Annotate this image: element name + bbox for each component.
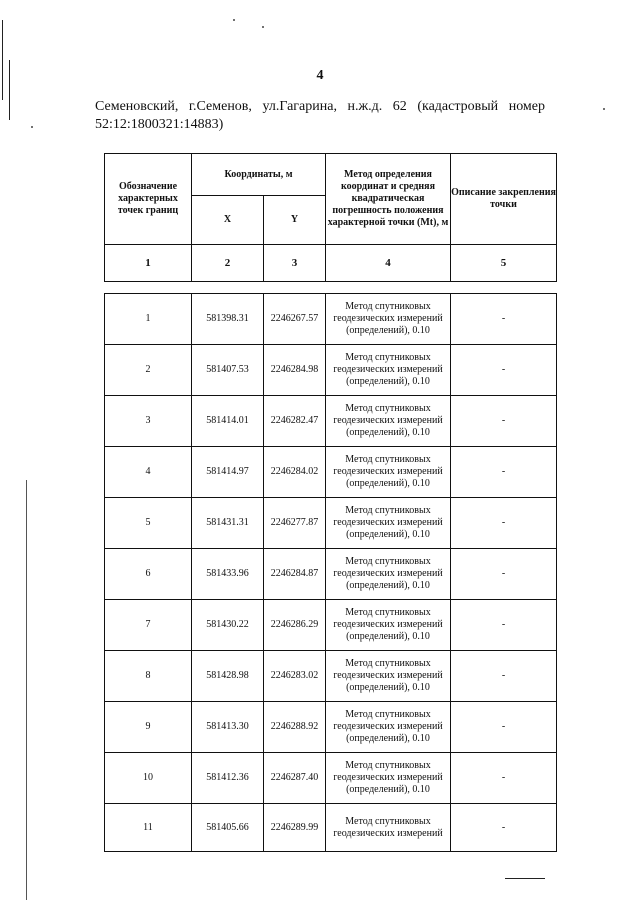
table-row <box>105 345 557 396</box>
cell-y: 2246277.87 <box>264 498 326 549</box>
column-number: 2 <box>192 245 264 282</box>
table-row <box>105 651 557 702</box>
cell-method: Метод спутниковых геодезических измерений (определений), 0.10 <box>326 600 451 651</box>
header-y: Y <box>264 196 326 245</box>
cell-y: 2246283.02 <box>264 651 326 702</box>
table-row <box>105 549 557 600</box>
header-description: Описание закрепления точки <box>451 154 557 245</box>
spacer-cell <box>192 282 264 294</box>
cell-x: 581433.96 <box>192 549 264 600</box>
cell-method: Метод спутниковых геодезических измерений <box>326 804 451 852</box>
table-row <box>105 804 557 852</box>
spacer-cell <box>451 282 557 294</box>
scan-edge-mark <box>26 480 27 900</box>
cell-point: 11 <box>105 804 192 852</box>
cell-description: - <box>451 651 557 702</box>
header-coords: Координаты, м <box>192 154 326 196</box>
cell-point: 3 <box>105 396 192 447</box>
header-point: Обозначение характерных точек границ <box>105 154 192 245</box>
column-number: 1 <box>105 245 192 282</box>
cell-point: 1 <box>105 294 192 345</box>
cell-y: 2246284.87 <box>264 549 326 600</box>
cell-description: - <box>451 702 557 753</box>
spacer-cell <box>105 282 192 294</box>
scan-edge-mark <box>2 20 3 100</box>
cell-x: 581407.53 <box>192 345 264 396</box>
cell-description: - <box>451 498 557 549</box>
column-number: 5 <box>451 245 557 282</box>
scan-speck <box>603 108 605 110</box>
cell-point: 4 <box>105 447 192 498</box>
table-row <box>105 753 557 804</box>
scan-speck <box>233 19 235 21</box>
cell-x: 581405.66 <box>192 804 264 852</box>
cell-y: 2246267.57 <box>264 294 326 345</box>
cell-description: - <box>451 294 557 345</box>
scan-speck <box>262 26 264 28</box>
cell-x: 581413.30 <box>192 702 264 753</box>
cell-method: Метод спутниковых геодезических измерений (определений), 0.10 <box>326 498 451 549</box>
table-header <box>105 154 557 294</box>
header-method: Метод определения координат и средняя квадратическая погрешность положения характерной точки (Мt), м <box>326 154 451 245</box>
cell-x: 581412.36 <box>192 753 264 804</box>
cell-y: 2246287.40 <box>264 753 326 804</box>
table-row <box>105 294 557 345</box>
cell-description: - <box>451 447 557 498</box>
table-row <box>105 447 557 498</box>
cell-method: Метод спутниковых геодезических измерений (определений), 0.10 <box>326 447 451 498</box>
cell-y: 2246284.02 <box>264 447 326 498</box>
coordinates-table <box>104 153 557 852</box>
cell-method: Метод спутниковых геодезических измерений (определений), 0.10 <box>326 294 451 345</box>
cell-y: 2246289.99 <box>264 804 326 852</box>
cell-point: 2 <box>105 345 192 396</box>
column-number: 3 <box>264 245 326 282</box>
cell-x: 581414.97 <box>192 447 264 498</box>
cell-description: - <box>451 549 557 600</box>
cell-description: - <box>451 345 557 396</box>
cell-point: 8 <box>105 651 192 702</box>
cell-point: 10 <box>105 753 192 804</box>
table-row <box>105 396 557 447</box>
page-number: 4 <box>316 68 324 83</box>
spacer-row <box>105 282 557 294</box>
cell-description: - <box>451 396 557 447</box>
cell-x: 581430.22 <box>192 600 264 651</box>
table-row <box>105 702 557 753</box>
scan-edge-mark <box>505 878 545 879</box>
table-body <box>105 294 557 852</box>
address-line-2: 52:12:1800321:14883) <box>95 117 224 132</box>
cell-point: 6 <box>105 549 192 600</box>
table-row <box>105 600 557 651</box>
cell-method: Метод спутниковых геодезических измерений (определений), 0.10 <box>326 396 451 447</box>
cell-description: - <box>451 753 557 804</box>
cell-point: 9 <box>105 702 192 753</box>
cell-y: 2246288.92 <box>264 702 326 753</box>
cell-x: 581398.31 <box>192 294 264 345</box>
spacer-cell <box>264 282 326 294</box>
address-text <box>95 98 545 134</box>
cell-method: Метод спутниковых геодезических измерений (определений), 0.10 <box>326 549 451 600</box>
cell-y: 2246286.29 <box>264 600 326 651</box>
cell-x: 581431.31 <box>192 498 264 549</box>
spacer-cell <box>326 282 451 294</box>
column-number: 4 <box>326 245 451 282</box>
table-row <box>105 498 557 549</box>
header-x: X <box>192 196 264 245</box>
cell-description: - <box>451 804 557 852</box>
address-line-1: Семеновский, г.Семенов, ул.Гагарина, н.ж.д. 62 (кадастровый номер <box>95 99 545 114</box>
column-numbers-row <box>105 245 557 282</box>
cell-method: Метод спутниковых геодезических измерений (определений), 0.10 <box>326 702 451 753</box>
cell-point: 7 <box>105 600 192 651</box>
cell-y: 2246282.47 <box>264 396 326 447</box>
cell-x: 581428.98 <box>192 651 264 702</box>
cell-method: Метод спутниковых геодезических измерений (определений), 0.10 <box>326 753 451 804</box>
scan-speck <box>31 126 33 128</box>
cell-y: 2246284.98 <box>264 345 326 396</box>
cell-description: - <box>451 600 557 651</box>
cell-method: Метод спутниковых геодезических измерений (определений), 0.10 <box>326 651 451 702</box>
cell-point: 5 <box>105 498 192 549</box>
cell-x: 581414.01 <box>192 396 264 447</box>
cell-method: Метод спутниковых геодезических измерений (определений), 0.10 <box>326 345 451 396</box>
